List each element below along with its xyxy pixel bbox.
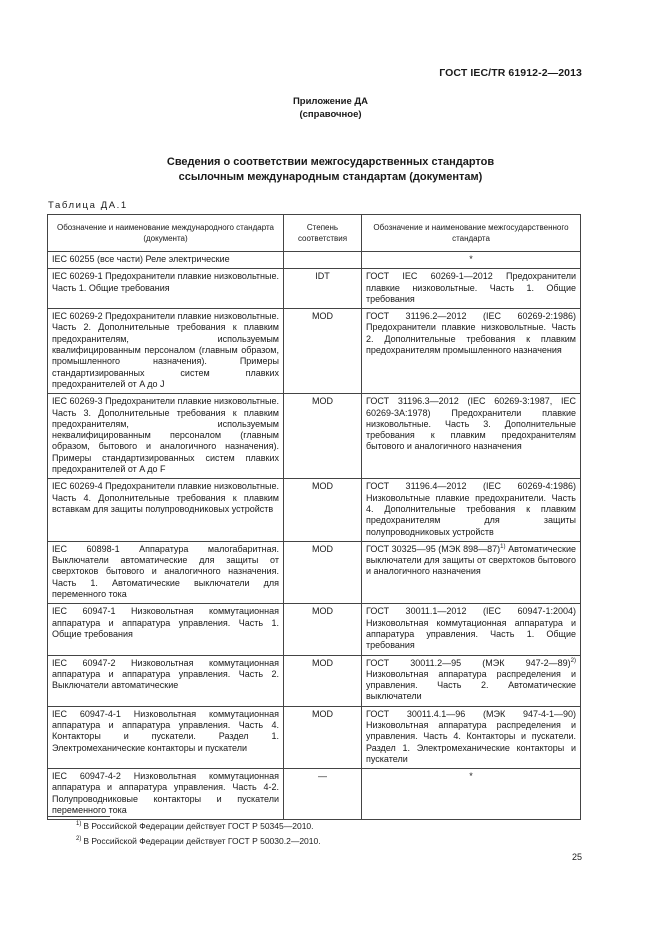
annex-subtitle: (справочное) [299,109,362,120]
cell-interstate-standard: * [362,252,581,269]
cell-degree: MOD [284,394,362,479]
interstate-title: Автоматические выключатели для защиты от сверхтоков бытового и аналогичного назначения [366,543,576,577]
annex-title: Приложение ДА [292,96,369,107]
cell-international-standard: IEC 60898-1 Аппаратура малогабаритная. Выключатели автоматические для защиты от сверхтоков бытового и аналогичного назначения. Часть 1. Автоматические выключатели для переменного тока [48,541,284,603]
cell-international-standard: IEC 60947-4-1 Низковольтная коммутационная аппаратура и аппаратура управления. Часть 4. Контакторы и пускатели. Раздел 1. Электромеханические контакторы и пускатели [48,706,284,768]
table-row [48,769,581,820]
interstate-title: Низковольтная аппаратура распределения и управления. Часть 2. Автоматические выключатели [366,668,576,702]
cell-international-standard: IEC 60255 (все части) Реле электрические [48,252,284,269]
interstate-designation: ГОСТ 30011.2—95 (МЭК 947-2—89) [366,657,571,668]
cell-degree: MOD [284,604,362,655]
table-row [48,394,581,479]
footnote-2 [76,833,321,848]
document-title [0,155,661,185]
cell-interstate-standard: ГОСТ 30011.1—2012 (IEC 60947-1:2004) Низковольтная коммутационная аппаратура и аппаратура управления. Часть 1. Общие требования [362,604,581,655]
cell-degree: MOD [284,706,362,768]
table-row [48,252,581,269]
table-row [48,655,581,706]
header-international-standard: Обозначение и наименование международного стандарта (документа) [48,215,284,252]
cell-degree: MOD [284,479,362,541]
footnotes [76,818,321,848]
footnote-separator [47,816,110,817]
footnote-ref-2: 2) [570,657,576,664]
cell-interstate-standard: * [362,769,581,820]
cell-degree: IDT [284,269,362,309]
cell-international-standard: IEC 60947-1 Низковольтная коммутационная аппаратура и аппаратура управления. Часть 1. Общие требования [48,604,284,655]
table-row [48,604,581,655]
document-title-line-2: ссылочным международным стандартам (документам) [178,171,483,183]
cell-interstate-standard [362,541,581,603]
table-label: Таблица ДА.1 [48,200,128,211]
cell-interstate-standard: ГОСТ 31196.3—2012 (IEC 60269-3:1987, IEC 60269-3A:1978) Предохранители плавкие низковольтные. Часть 3. Дополнительные требования к плавким предохранителям бытового и аналогичного назначения [362,394,581,479]
footnote-mark: 2) [76,835,82,842]
cell-international-standard: IEC 60269-1 Предохранители плавкие низковольтные. Часть 1. Общие требования [48,269,284,309]
cell-international-standard: IEC 60269-4 Предохранители плавкие низковольтные. Часть 4. Дополнительные требования к плавким вставкам для защиты полупроводниковых устройств [48,479,284,541]
cell-degree: MOD [284,309,362,394]
table-row [48,706,581,768]
page-number: 25 [571,852,582,862]
correspondence-table [47,214,581,820]
cell-international-standard: IEC 60269-3 Предохранители плавкие низковольтные. Часть 3. Дополнительные требования к плавким предохранителям, используемым неквалифицированным персоналом (главным образом, бытового и аналогичного назначения). Примеры стандартизированных систем плавких предохранителей от A до F [48,394,284,479]
cell-degree: MOD [284,655,362,706]
cell-interstate-standard: ГОСТ 31196.2—2012 (IEC 60269-2:1986) Предохранители плавкие низковольтные. Часть 2. Дополнительные требования к плавким предохранителям промышленного назначения [362,309,581,394]
standard-code: ГОСТ IEC/TR 61912-2—2013 [439,67,582,79]
cell-international-standard: IEC 60269-2 Предохранители плавкие низковольтные. Часть 2. Дополнительные требования к плавким предохранителям, используемым квалифицированным персоналом (главным образом, промышленного назначения). Примеры стандартизированных систем плавких предохранителей от A до J [48,309,284,394]
footnote-1 [76,818,321,833]
footnote-ref-1: 1) [500,543,506,550]
document-title-line-1: Сведения о соответствии межгосударственных стандартов [166,156,495,168]
table-row [48,309,581,394]
footnote-text: В Российской Федерации действует ГОСТ Р 50345—2010. [83,820,314,831]
cell-degree: — [284,769,362,820]
cell-interstate-standard: ГОСТ 30011.4.1—96 (МЭК 947-4-1—90) Низковольтная аппаратура распределения и управления. Часть 4. Контакторы и пускатели. Раздел 1. Электромеханические контакторы и пускатели [362,706,581,768]
table-row [48,269,581,309]
cell-degree: MOD [284,541,362,603]
cell-degree [284,252,362,269]
table-row [48,479,581,541]
footnote-text: В Российской Федерации действует ГОСТ Р 50030.2—2010. [83,835,321,846]
footnote-mark: 1) [76,821,82,827]
cell-international-standard: IEC 60947-4-2 Низковольтная коммутационная аппаратура и аппаратура управления. Часть 4-2. Полупроводниковые контакторы и пускатели переменного тока [48,769,284,820]
table-row [48,541,581,603]
cell-interstate-standard: ГОСТ IEC 60269-1—2012 Предохранители плавкие низковольтные. Часть 1. Общие требования [362,269,581,309]
annex-heading [0,95,661,121]
cell-international-standard: IEC 60947-2 Низковольтная коммутационная аппаратура и аппаратура управления. Часть 2. Выключатели автоматические [48,655,284,706]
header-interstate-standard: Обозначение и наименование межгосударственного стандарта [362,215,581,252]
interstate-designation: ГОСТ 30325—95 (МЭК 898—87) [366,543,501,554]
header-degree: Степень соответствия [284,215,362,252]
cell-interstate-standard [362,655,581,706]
cell-interstate-standard: ГОСТ 31196.4—2012 (IEC 60269-4:1986) Низковольтные плавкие предохранители. Часть 4. Дополнительные требования к плавким предохранителям для защиты полупроводниковых устройств [362,479,581,541]
table-header-row [48,215,581,252]
